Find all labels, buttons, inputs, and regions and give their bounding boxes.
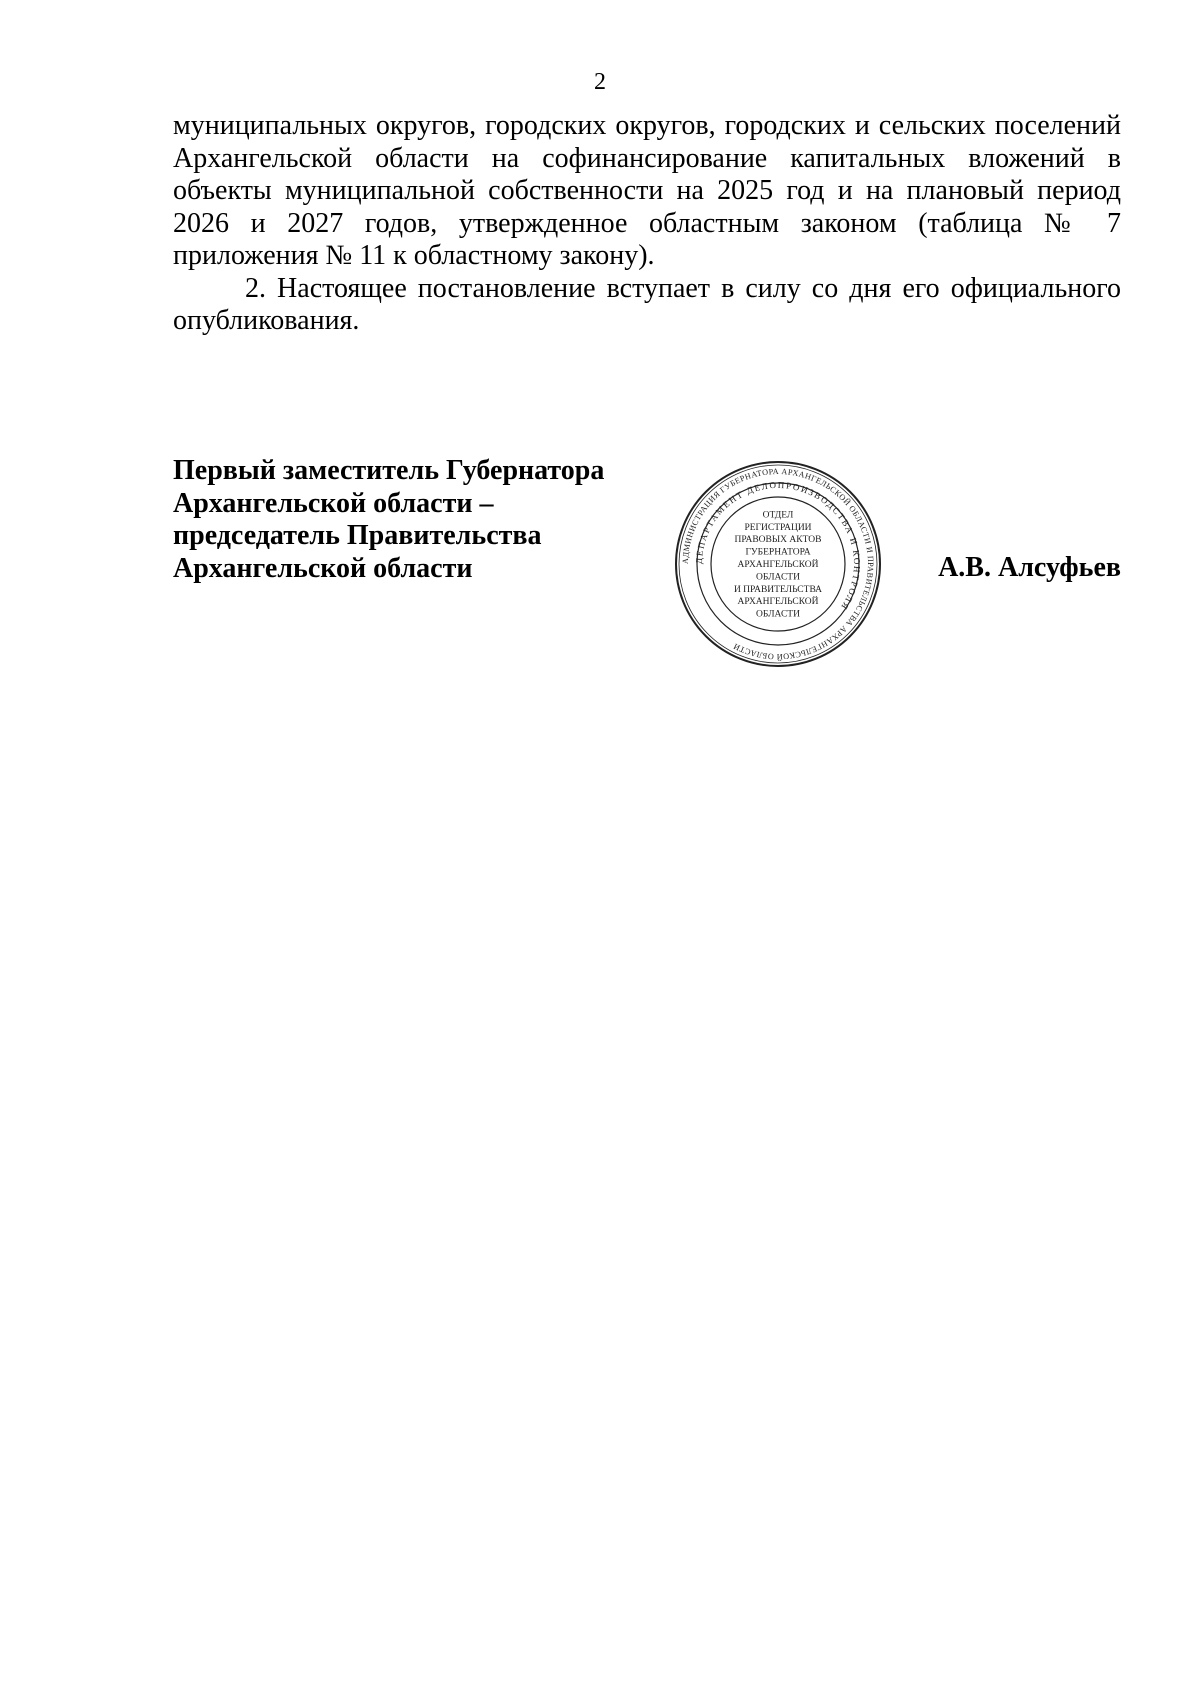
position-line: Архангельской области [173,552,473,584]
seal-center-line: АРХАНГЕЛЬСКОЙ [737,560,819,570]
signatory-position [173,455,673,585]
seal-center-line: АРХАНГЕЛЬСКОЙ [737,597,819,608]
position-line: Архангельской области – [173,487,494,519]
paragraph-effective-date: 2. Настоящее постановление вступает в силу со дня его официального опубликования. [173,272,1121,336]
seal-center-line: ГУБЕРНАТОРА [745,547,811,558]
svg-text:ДЕПАРТАМЕНТ ДЕЛОПРОИЗВОДСТВА И: ДЕПАРТАМЕНТ ДЕЛОПРОИЗВОДСТВА И КОНТРОЛЯ [693,479,863,613]
seal-graphic [672,458,884,670]
seal-center-line: ПРАВОВЫХ АКТОВ [734,535,822,546]
seal-center-line: ОБЛАСТИ [756,609,800,620]
seal-center-line: И ПРАВИТЕЛЬСТВА [733,584,823,595]
position-line: председатель Правительства [173,520,542,551]
document-body [173,110,1121,338]
seal-center-line: ОБЛАСТИ [756,572,800,583]
seal-center-line: ОТДЕЛ [762,510,794,521]
seal-center-line: РЕГИСТРАЦИИ [744,522,812,533]
official-seal [672,458,884,670]
paragraph-continuation: муниципальных округов, городских округов, городских и сельских поселений Архангельской области на софинансирование капитальных вложений в объекты муниципальной собственности на 2025 год и на плановый период 2026 и 2027 годов, утвержденное областным законом (таблица № 7 приложения № 11 к областному закону). [173,110,1121,271]
svg-text:АДМИНИСТРАЦИЯ ГУБЕРНАТОРА АРХА: АДМИНИСТРАЦИЯ ГУБЕРНАТОРА АРХАНГЕЛЬСКОЙ ОБЛАСТИ И ПРАВИТЕЛЬСТВА АРХАНГЕЛЬСКОЙ ОБЛАСТИ [680,466,876,662]
page-number: 2 [594,69,606,95]
position-line: Первый заместитель Губернатора [173,455,605,486]
signatory-name: А.В. Алсуфьев [938,552,1121,583]
